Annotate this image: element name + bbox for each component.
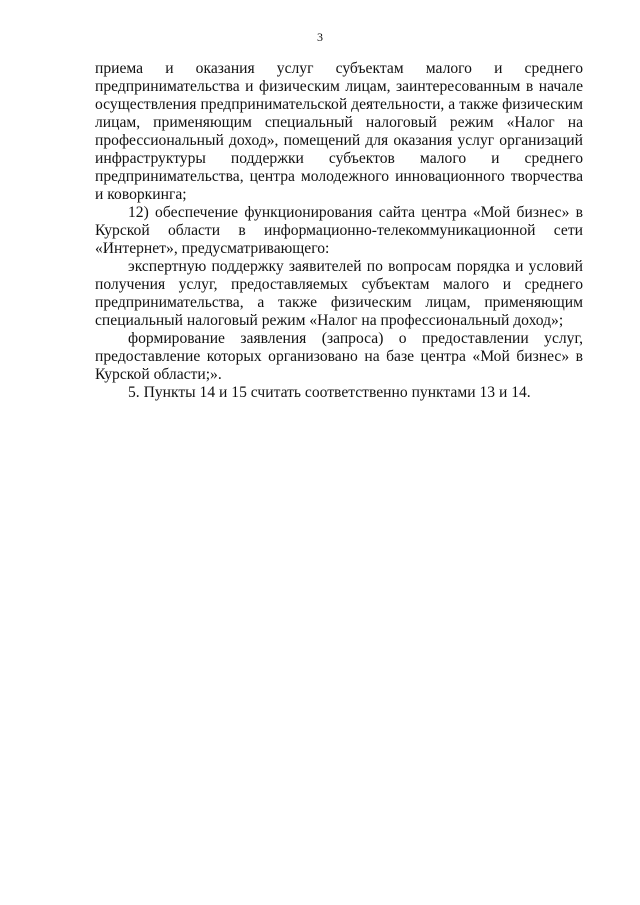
paragraph-expert-support: экспертную поддержку заявителей по вопросам порядка и условий получения услуг, предоставляемых субъектам малого и среднего предпринимательства, а также физическим лицам, применяющим специальный налоговый режим «Налог на профессиональный доход»;	[95, 258, 583, 329]
paragraph-application-forming: формирование заявления (запроса) о предоставлении услуг, предоставление которых организовано на базе центра «Мой бизнес» в Курской области;».	[95, 330, 583, 383]
paragraph-item-12: 12) обеспечение функционирования сайта центра «Мой бизнес» в Курской области в информационно-телекоммуникационной сети «Интернет», предусматривающего:	[95, 204, 583, 257]
page-number: 3	[317, 30, 323, 44]
paragraph-continuation: приема и оказания услуг субъектам малого и среднего предпринимательства и физическим лицам, заинтересованным в начале осуществления предпринимательской деятельности, а также физическим лицам, применяющим специальный налоговый режим «Налог на профессиональный доход», помещений для оказания услуг организаций инфраструктуры поддержки субъектов малого и среднего предпринимательства, центра молодежного инновационного творчества и коворкинга;	[95, 60, 583, 203]
document-body	[95, 60, 583, 402]
paragraph-item-5: 5. Пункты 14 и 15 считать соответственно пунктами 13 и 14.	[128, 384, 531, 401]
